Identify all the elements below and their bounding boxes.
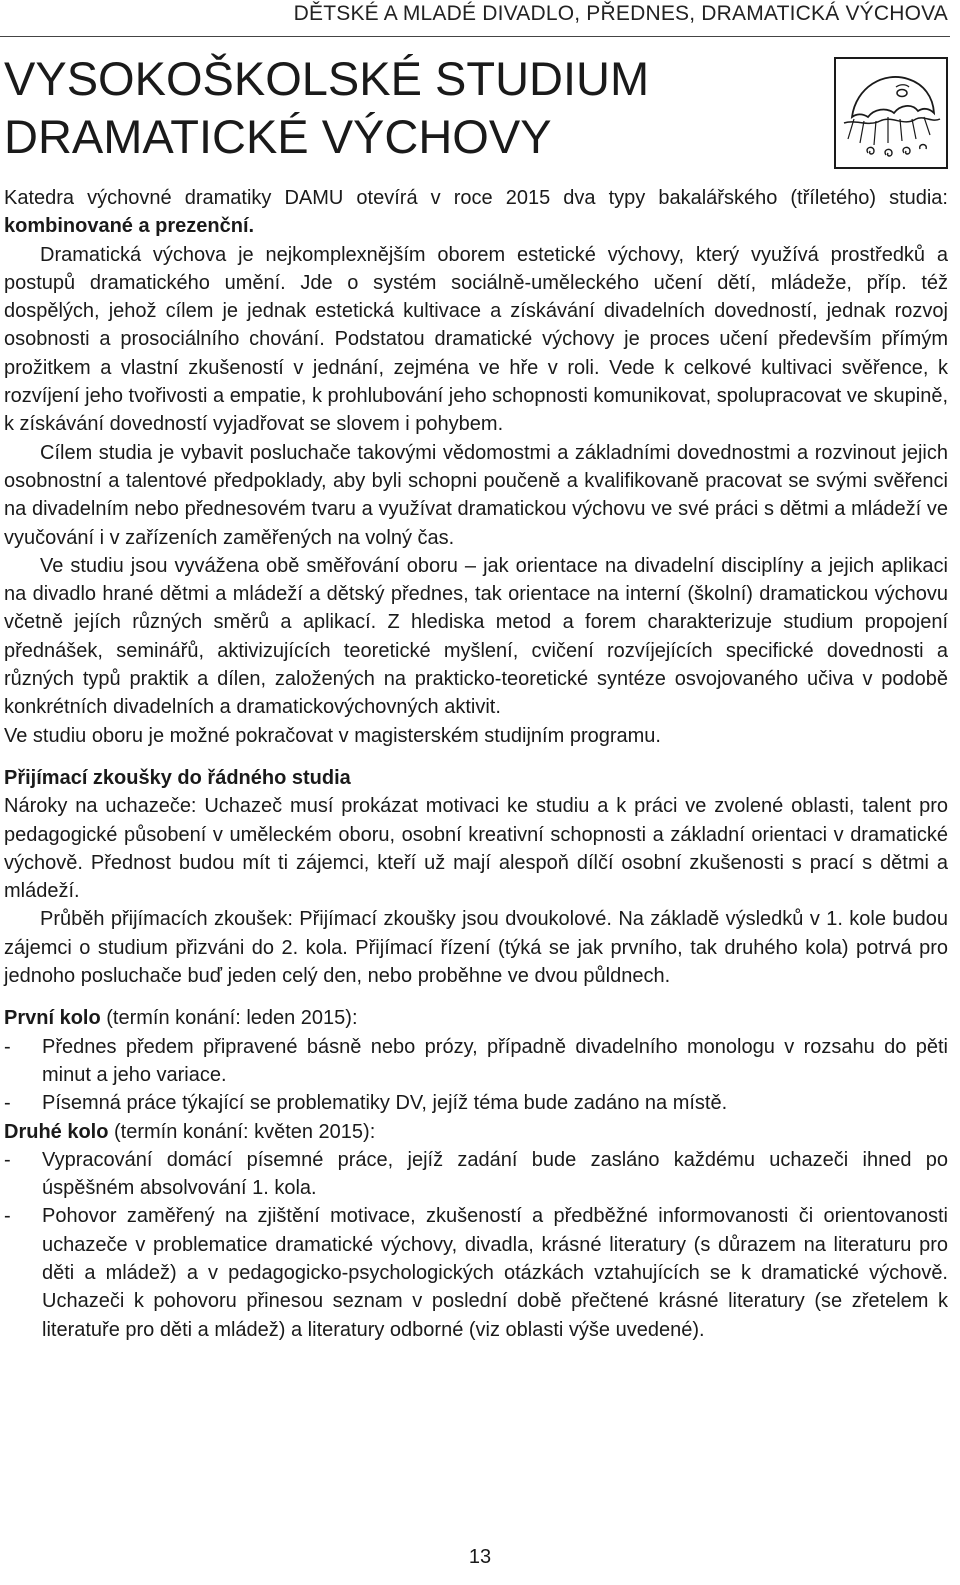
- admission-heading: Přijímací zkoušky do řádného studia: [4, 766, 351, 789]
- page-title: [4, 50, 824, 166]
- theatre-mask-drawing-icon: [834, 57, 948, 169]
- list-item-text: Přednes předem připravené básně nebo prózy, případně divadelního monologu v rozsahu do pěti minut a jeho variace.: [42, 1035, 948, 1086]
- round2-term: (termín konání: květen 2015):: [108, 1120, 376, 1143]
- list-item: [4, 1089, 948, 1117]
- page-number: 13: [468, 1546, 492, 1568]
- study-types: kombinované a prezenční.: [4, 215, 255, 238]
- list-dash: -: [4, 1148, 11, 1171]
- definition-paragraph: Dramatická výchova je nejkomplexnějším oborem estetické výchovy, který využívá prostředků a postupů dramatického umění. Jde o systém sociálně-uměleckého učení dětí, mládeže, příp. též dospělých, jehož cílem je jednak estetická kultivace a získávání divadelních dovedností, jednak rozvoj osobnosti a prosociálního chování. Podstatou dramatické výchovy je proces učení především přímým prožitkem a vlastní zkušeností v jednání, zejména ve hře v roli. Vede k celkové kultivaci svěřence, k rozvíjení jeho tvořivosti a empatie, k prohlubování jeho schopnosti komunikovat, spolupracovat ve skupině, k získávání dovedností vyjadřovat se slovem i pohybem.: [4, 243, 948, 436]
- article-body: [4, 184, 948, 1344]
- goal-paragraph: Cílem studia je vybavit posluchače takovými vědomostmi a základními dovednostmi a rozvinout jejich osobnostní a talentové předpoklady, aby byli schopni poučeně a kvalifikovaně pracovat se svými svěřenci na divadelním nebo přednesovém tvaru a využívat dramatickou výchovu ve své práci s dětmi a mládeží ve vyučování i v zařízeních zaměřených na volný čas.: [4, 441, 948, 549]
- list-dash: -: [4, 1035, 11, 1058]
- round1-term: (termín konání: leden 2015):: [100, 1007, 358, 1030]
- intro-text: Katedra výchovné dramatiky DAMU otevírá v roce 2015 dva typy bakalářského (tříletého) studia:: [4, 187, 948, 209]
- continuation-paragraph: Ve studiu oboru je možné pokračovat v magisterském studijním programu.: [4, 724, 661, 747]
- list-item-text: Pohovor zaměřený na zjištění motivace, zkušeností a předběžné informovanosti či orientovanosti uchazeče v problematice dramatické výchovy, divadla, krásné literatury (s důrazem na literaturu pro děti a mládež) a v pedagogicko-psychologických otázkách vztahujících se k dramatické výchově. Uchazeči k pohovoru přinesou seznam v poslední době přečtené krásné literatury (se zřetelem k literatuře pro děti a mládež) a literatury odborné (viz oblasti výše uvedené).: [42, 1205, 948, 1341]
- spacer: [4, 750, 948, 764]
- procedure-paragraph: Průběh přijímacích zkoušek: Přijímací zkoušky jsou dvoukolové. Na základě výsledků v 1. kole budou zájemci o studium přizváni do 2. kola. Přijímací řízení (týká se jak prvního, tak druhého kola) potrvá pro jednoho posluchače buď jeden celý den, nebo proběhne ve dvou půldnech.: [4, 908, 948, 988]
- list-item: [4, 1033, 948, 1090]
- round1-heading: [4, 1004, 948, 1032]
- requirements-paragraph: Nároky na uchazeče: Uchazeč musí prokázat motivaci ke studiu a k práci ve zvolené oblasti, talent pro pedagogické působení v uměleckém oboru, osobní kreativní schopnosti a základní orientaci v dramatické výchově. Přednost budou mít ti zájemci, kteří už mají alespoň dílčí osobní zkušenosti s prací s dětmi a mládeží.: [4, 795, 948, 903]
- list-dash: -: [4, 1092, 11, 1115]
- round2-label: Druhé kolo: [4, 1120, 109, 1143]
- spacer: [4, 990, 948, 1004]
- page-title-line-2: DRAMATICKÉ VÝCHOVY: [4, 110, 552, 163]
- list-item: [4, 1146, 948, 1203]
- balance-paragraph: Ve studiu jsou vyvážena obě směřování oboru – jak orientace na divadelní disciplíny a jejich aplikaci na divadlo hrané dětmi a mládeží a dětský přednes, tak orientace na interní (školní) dramatickou výchovu včetně jejích různých směrů a aplikací. Z hlediska metod a forem charakterizuje studium propojení přednášek, seminářů, aktivizujících teoretické myšlení, cvičení rozvíjejících specifické dovednosti a různých typů praktik a dílen, založených na prakticko-teoretické syntéze osvojovaného učiva v podobě konkrétních divadelních a dramatickovýchovných aktivit.: [4, 554, 948, 719]
- list-item-text: Vypracování domácí písemné práce, jejíž zadání bude zasláno každému uchazeči ihned po úspěšném absolvování 1. kola.: [42, 1148, 948, 1200]
- intro-paragraph: [4, 184, 948, 241]
- round2-heading: [4, 1118, 948, 1146]
- round1-label: První kolo: [4, 1007, 101, 1030]
- list-dash: -: [4, 1205, 11, 1228]
- list-item: [4, 1202, 948, 1343]
- page-title-line-1: VYSOKOŠKOLSKÉ STUDIUM: [4, 52, 650, 105]
- header-divider: [0, 36, 950, 37]
- running-header: DĚTSKÉ A MLADÉ DIVADLO, PŘEDNES, DRAMATICKÁ VÝCHOVA: [293, 2, 948, 25]
- list-item-text: Písemná práce týkající se problematiky DV, jejíž téma bude zadáno na místě.: [42, 1092, 728, 1115]
